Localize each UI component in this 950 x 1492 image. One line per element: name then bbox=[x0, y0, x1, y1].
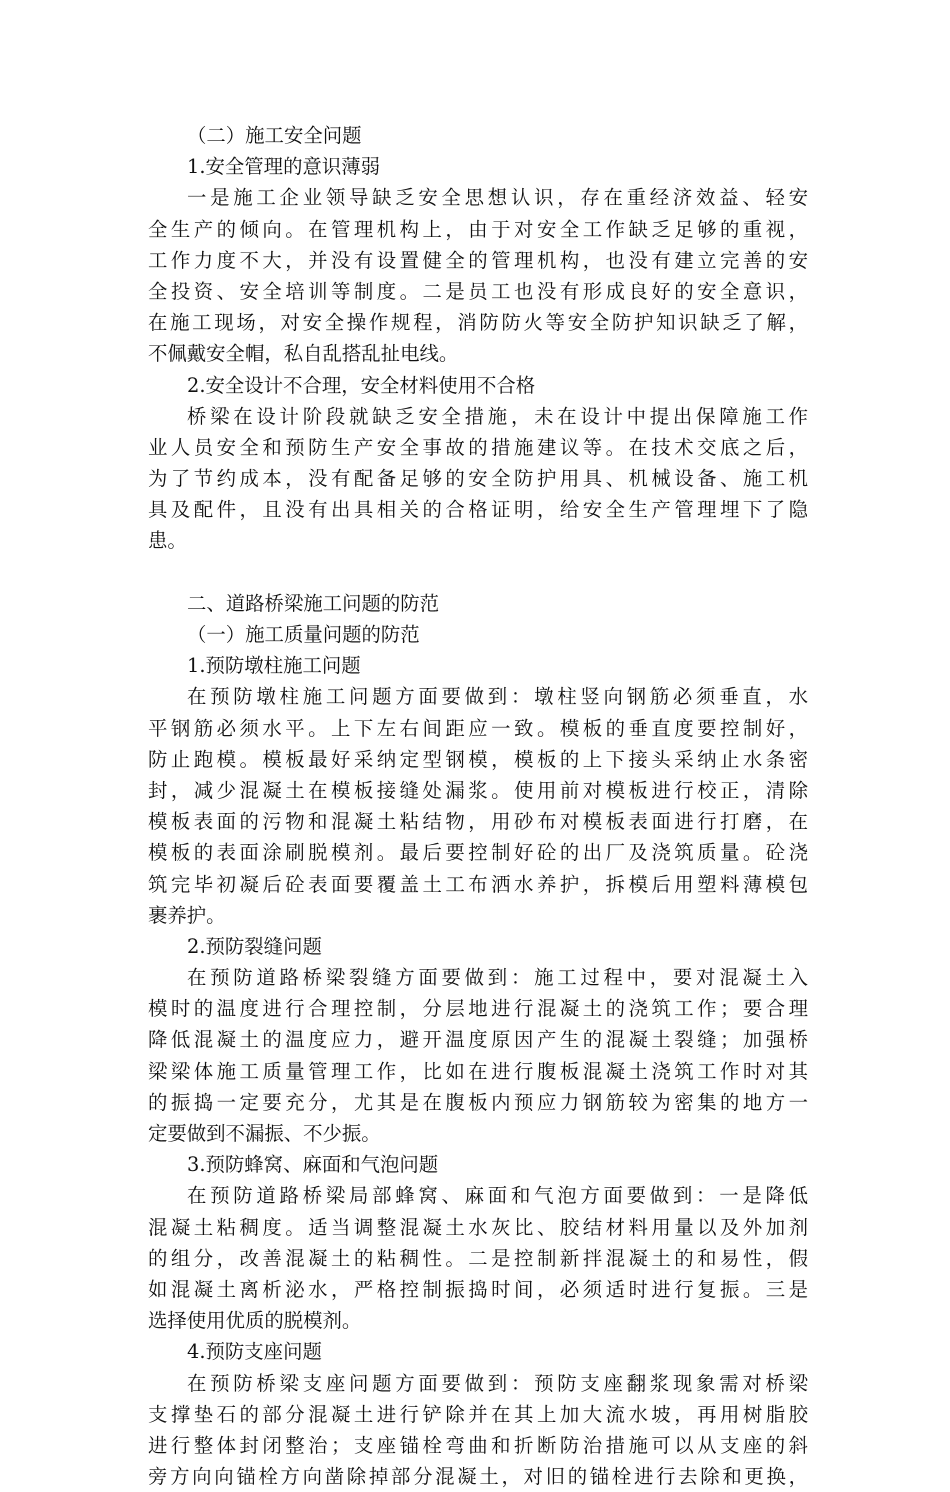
paragraph-line: 混凝土粘稠度。适当调整混凝土水灰比、胶结材料用量以及外加剂 bbox=[148, 1215, 808, 1239]
paragraph-line: 在预防墩柱施工问题方面要做到：墩柱竖向钢筋必须垂直，水 bbox=[187, 685, 808, 709]
paragraph-line: 防止跑模。模板最好采纳定型钢模，模板的上下接头采纳止水条密 bbox=[148, 747, 808, 771]
paragraph-line: 工作力度不大，并没有设置健全的管理机构，也没有建立完善的安 bbox=[148, 248, 808, 272]
paragraph-line: 平钢筋必须水平。上下左右间距应一致。模板的垂直度要控制好， bbox=[148, 716, 808, 740]
paragraph-line: 梁梁体施工质量管理工作，比如在进行腹板混凝土浇筑工作时对其 bbox=[148, 1059, 808, 1083]
paragraph-line: 进行整体封闭整治；支座锚栓弯曲和折断防治措施可以从支座的斜 bbox=[148, 1433, 808, 1457]
subsection-title-safety-awareness: 1.安全管理的意识薄弱 bbox=[187, 155, 381, 179]
subsection-title-safety-design: 2.安全设计不合理，安全材料使用不合格 bbox=[187, 373, 536, 397]
paragraph-line: 旁方向向锚栓方向凿除掉部分混凝土，对旧的锚栓进行去除和更换， bbox=[148, 1465, 808, 1489]
paragraph-line: 的组分，改善混凝土的粘稠性。二是控制新拌混凝土的和易性，假 bbox=[148, 1246, 808, 1270]
item-title-bearing: 4.预防支座问题 bbox=[187, 1340, 322, 1364]
paragraph-line: 模板表面的污物和混凝土粘结物，用砂布对模板表面进行打磨，在 bbox=[148, 810, 808, 834]
paragraph-line: 一是施工企业领导缺乏安全思想认识，存在重经济效益、轻安 bbox=[187, 186, 808, 210]
document-page bbox=[148, 120, 808, 1492]
subsection-heading-quality-prevention: （一）施工质量问题的防范 bbox=[187, 623, 420, 646]
section-spacer bbox=[148, 557, 808, 588]
paragraph-line: 定要做到不漏振、不少振。 bbox=[148, 1122, 381, 1145]
paragraph-line: 选择使用优质的脱模剂。 bbox=[148, 1309, 362, 1333]
item-title-cracks: 2.预防裂缝问题 bbox=[187, 934, 322, 958]
paragraph-line: 全投资、安全培训等制度。二是员工也没有形成良好的安全意识， bbox=[148, 279, 808, 303]
paragraph-line: 在预防桥梁支座问题方面要做到：预防支座翻浆现象需对桥梁 bbox=[187, 1371, 808, 1395]
paragraph-line: 在预防道路桥梁裂缝方面要做到：施工过程中，要对混凝土入 bbox=[187, 966, 808, 990]
paragraph-line: 筑完毕初凝后砼表面要覆盖土工布洒水养护，拆模后用塑料薄模包 bbox=[148, 872, 808, 896]
paragraph-line: 如混凝土离析泌水，严格控制振捣时间，必须适时进行复振。三是 bbox=[148, 1277, 808, 1301]
paragraph-line: 在预防道路桥梁局部蜂窝、麻面和气泡方面要做到：一是降低 bbox=[187, 1184, 808, 1208]
section-heading-prevention: 二、道路桥梁施工问题的防范 bbox=[187, 591, 440, 615]
paragraph-line: 裹养护。 bbox=[148, 903, 226, 927]
paragraph-line: 封，减少混凝土在模板接缝处漏浆。使用前对模板进行校正，清除 bbox=[148, 778, 808, 802]
paragraph-line: 为了节约成本，没有配备足够的安全防护用具、机械设备、施工机 bbox=[148, 467, 808, 491]
paragraph-line: 具及配件，且没有出具相关的合格证明，给安全生产管理埋下了隐 bbox=[148, 498, 808, 522]
paragraph-line: 模板的表面涂刷脱模剂。最后要控制好砼的出厂及浇筑质量。砼浇 bbox=[148, 841, 808, 865]
section-heading-safety: （二）施工安全问题 bbox=[187, 124, 362, 147]
paragraph-line: 支撑垫石的部分混凝土进行铲除并在其上加大流水坡，再用树脂胶 bbox=[148, 1402, 808, 1426]
paragraph-line: 在施工现场，对安全操作规程，消防防火等安全防护知识缺乏了解， bbox=[148, 311, 808, 335]
paragraph-line: 桥梁在设计阶段就缺乏安全措施，未在设计中提出保障施工作 bbox=[187, 404, 808, 428]
paragraph-line: 全生产的倾向。在管理机构上，由于对安全工作缺乏足够的重视， bbox=[148, 217, 808, 241]
item-title-honeycomb: 3.预防蜂窝、麻面和气泡问题 bbox=[187, 1153, 439, 1177]
paragraph-line: 患。 bbox=[148, 529, 187, 553]
item-title-pier: 1.预防墩柱施工问题 bbox=[187, 654, 361, 678]
paragraph-line: 模时的温度进行合理控制，分层地进行混凝土的浇筑工作；要合理 bbox=[148, 997, 808, 1021]
paragraph-line: 不佩戴安全帽，私自乱搭乱扯电线。 bbox=[148, 342, 459, 366]
paragraph-line: 的振捣一定要充分，尤其是在腹板内预应力钢筋较为密集的地方一 bbox=[148, 1090, 808, 1114]
paragraph-line: 降低混凝土的温度应力，避开温度原因产生的混凝土裂缝；加强桥 bbox=[148, 1028, 808, 1052]
paragraph-line: 业人员安全和预防生产安全事故的措施建议等。在技术交底之后， bbox=[148, 435, 808, 459]
